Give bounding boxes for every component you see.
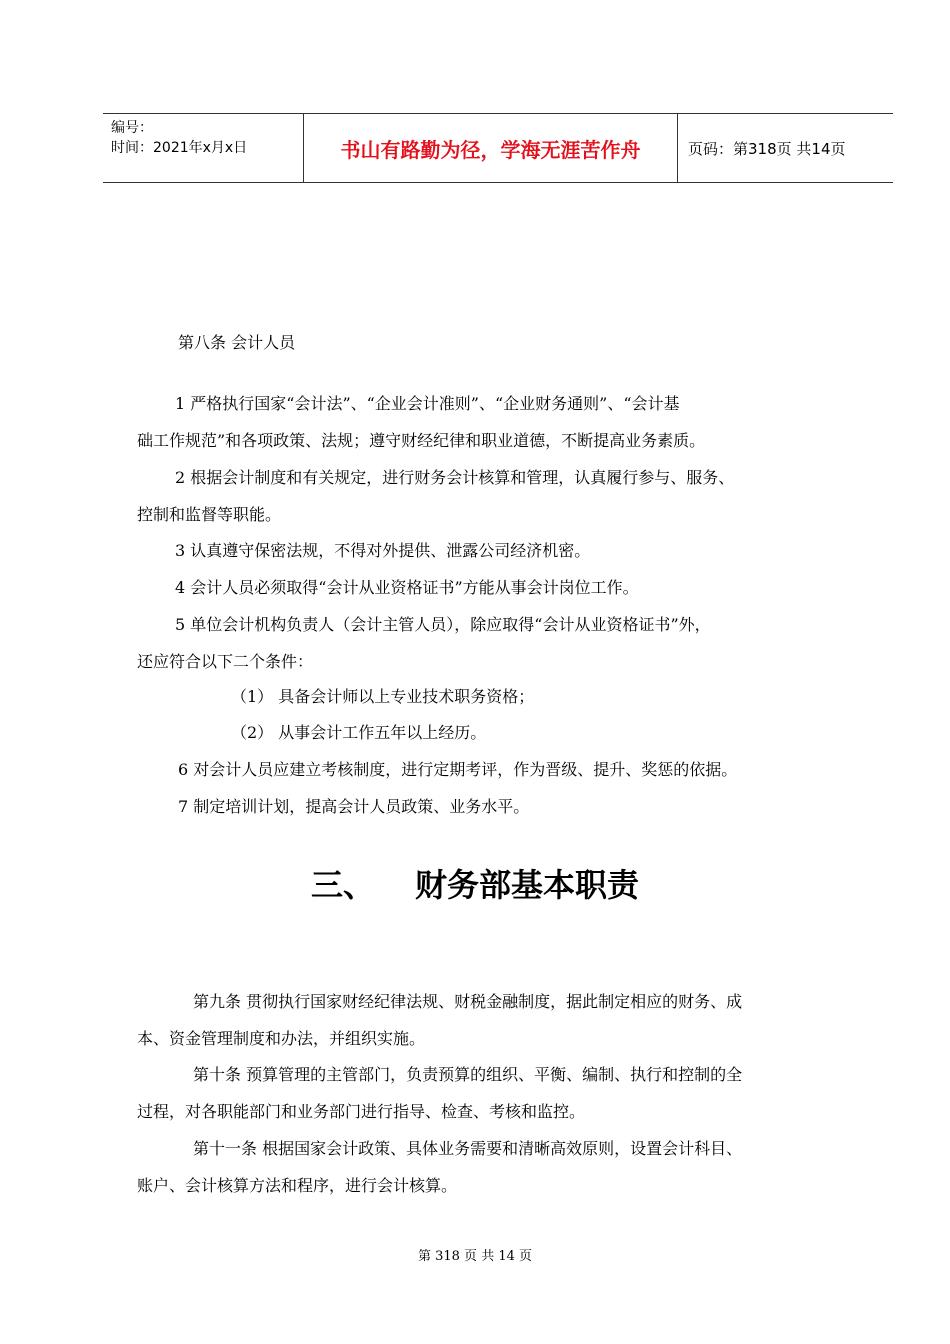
number-label: 编号：: [111, 120, 153, 136]
article-8-line: 础工作规范”和各项政策、法规；遵守财经纪律和职业道德，不断提高业务素质。: [137, 431, 706, 450]
page-header: [103, 113, 893, 183]
article-8-line: 1 严格执行国家“会计法”、“企业会计准则”、“企业财务通则”、“会计基: [175, 394, 680, 413]
article-8-subitem: （1） 具备会计师以上专业技术职务资格；: [231, 687, 535, 706]
section-3-line: 第十条 预算管理的主管部门，负责预算的组织、平衡、编制、执行和控制的全: [193, 1065, 743, 1084]
section-3-heading: [0, 860, 950, 906]
section-3-line: 过程，对各职能部门和业务部门进行指导、检查、考核和监控。: [137, 1102, 586, 1121]
article-8-line: 5 单位会计机构负责人（会计主管人员），除应取得“会计从业资格证书”外，: [175, 615, 711, 634]
article-8-subitem: （2） 从事会计工作五年以上经历。: [231, 723, 487, 742]
article-8-title: 第八条 会计人员: [178, 333, 296, 352]
article-8-line: 7 制定培训计划，提高会计人员政策、业务水平。: [178, 797, 530, 816]
article-8-line: 3 认真遵守保密法规，不得对外提供、泄露公司经济机密。: [175, 541, 591, 560]
section-3-title: 财务部基本职责: [415, 866, 640, 904]
article-8-line: 控制和监督等职能。: [137, 505, 282, 524]
section-3-line: 本、资金管理制度和办法，并组织实施。: [137, 1029, 426, 1048]
article-8-line: 还应符合以下二个条件：: [137, 652, 314, 671]
section-3-line: 第十一条 根据国家会计政策、具体业务需要和清晰高效原则，设置会计科目、: [193, 1139, 743, 1158]
article-8-line: 2 根据会计制度和有关规定，进行财务会计核算和管理，认真履行参与、服务、: [175, 468, 735, 487]
section-3-line: 第九条 贯彻执行国家财经纪律法规、财税金融制度，据此制定相应的财务、成: [193, 992, 743, 1011]
header-page-label: 页码：第318页 共14页: [688, 139, 846, 158]
section-3-line: 账户、会计核算方法和程序，进行会计核算。: [137, 1176, 458, 1195]
date-label: 时间：2021年x月x日: [111, 140, 248, 156]
article-8-line: 4 会计人员必须取得“会计从业资格证书”方能从事会计岗位工作。: [175, 578, 639, 597]
section-3-number: 三、: [310, 866, 375, 904]
page-footer: 第 318 页 共 14 页: [417, 1249, 533, 1264]
header-meta: [103, 114, 304, 182]
article-8-line: 6 对会计人员应建立考核制度，进行定期考评，作为晋级、提升、奖惩的依据。: [178, 760, 738, 779]
header-motto: 书山有路勤为径，学海无涯苦作舟: [304, 114, 678, 182]
